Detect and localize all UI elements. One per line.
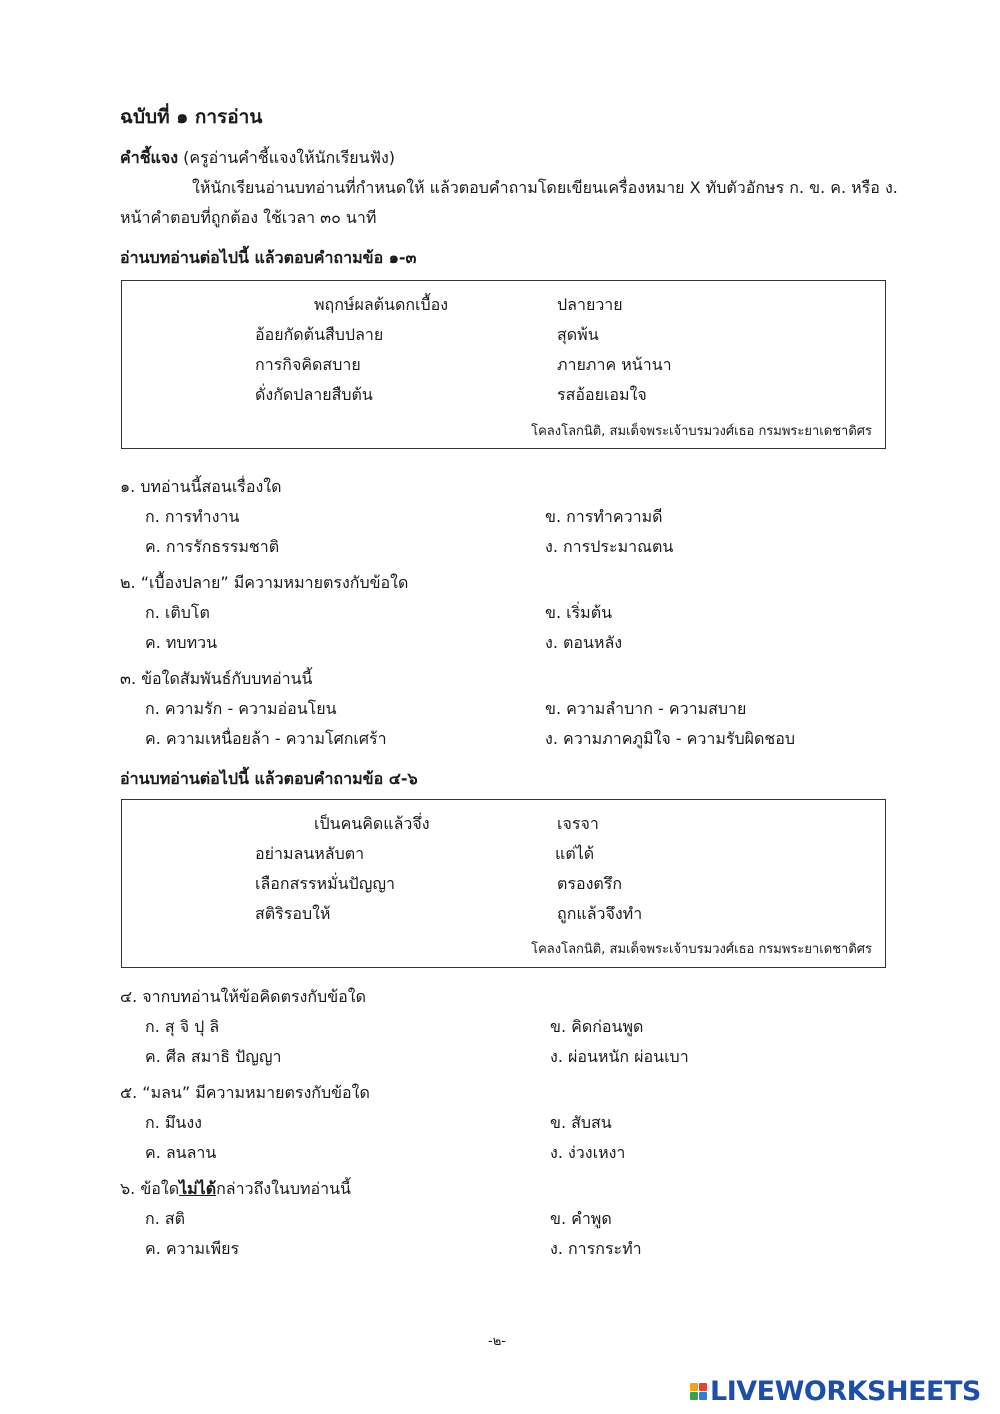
- poem1-line2-left: อ้อยกัดต้นสืบปลาย: [255, 325, 384, 344]
- poem2-source: โคลงโลกนิติ, สมเด็จพระเจ้าบรมวงศ์เธอ กรมพระยาเดชาดิศร: [531, 942, 872, 957]
- q1-option-ngo[interactable]: ง. การประมาณตน: [545, 537, 674, 556]
- poem2-line4-left: สติริรอบให้: [255, 904, 331, 923]
- question-5: ๕. “มลน” มีความหมายตรงกับข้อใด: [120, 1083, 370, 1102]
- q4-option-ka[interactable]: ก. สุ จิ ปุ ลิ: [145, 1017, 220, 1036]
- q5-option-kho-khwai[interactable]: ค. ลนลาน: [145, 1143, 217, 1162]
- poem2-line3-right: ตรองตรึก: [557, 874, 623, 893]
- poem1-line3-left: การกิจคิดสบาย: [255, 355, 361, 374]
- question-6-emphasis: ไม่ได้: [179, 1179, 217, 1198]
- poem2-line1-right: เจรจา: [557, 814, 599, 833]
- question-4: ๔. จากบทอ่านให้ข้อคิดตรงกับข้อใด: [120, 987, 366, 1006]
- q3-option-ka[interactable]: ก. ความรัก - ความอ่อนโยน: [145, 699, 337, 718]
- q4-option-kho[interactable]: ข. คิดก่อนพูด: [550, 1017, 644, 1036]
- instruction-line-2: หน้าคำตอบที่ถูกต้อง ใช้เวลา ๓๐ นาที: [120, 208, 377, 227]
- question-6-pre: ๖. ข้อใด: [120, 1179, 180, 1198]
- q2-option-ka[interactable]: ก. เติบโต: [145, 603, 210, 622]
- liveworksheets-logo: [690, 1374, 981, 1408]
- question-1: ๑. บทอ่านนี้สอนเรื่องใด: [120, 477, 282, 496]
- instruction-label: คำชี้แจง: [120, 148, 179, 167]
- q1-option-kho-khwai[interactable]: ค. การรักธรรมชาติ: [145, 537, 280, 556]
- poem1-line3-right: ภายภาค หน้านา: [557, 355, 672, 374]
- q5-option-ka[interactable]: ก. มึนงง: [145, 1113, 202, 1132]
- instruction: [120, 146, 395, 171]
- section-heading-1: อ่านบทอ่านต่อไปนี้ แล้วตอบคำถามข้อ ๑-๓: [120, 248, 417, 267]
- liveworksheets-logo-icon: [690, 1383, 707, 1400]
- question-2: ๒. “เบื้องปลาย” มีความหมายตรงกับข้อใด: [120, 573, 409, 592]
- q4-option-kho-khwai[interactable]: ค. ศีล สมาธิ ปัญญา: [145, 1047, 282, 1066]
- poem2-line1-left: เป็นคนคิดแล้วจึ่ง: [314, 814, 430, 833]
- poem2-line4-right: ถูกแล้วจึงทำ: [557, 904, 643, 923]
- q4-option-ngo[interactable]: ง. ผ่อนหนัก ผ่อนเบา: [550, 1047, 689, 1066]
- q3-option-ngo[interactable]: ง. ความภาคภูมิใจ - ความรับผิดชอบ: [545, 729, 796, 748]
- poem1-line1-right: ปลายวาย: [557, 295, 623, 314]
- q2-option-kho[interactable]: ข. เริ่มต้น: [545, 603, 613, 622]
- liveworksheets-brand: LIVEWORKSHEETS: [710, 1375, 981, 1407]
- q5-option-ngo[interactable]: ง. ง่วงเหงา: [550, 1143, 626, 1162]
- poem2-line3-left: เลือกสรรหมั่นปัญญา: [255, 874, 395, 893]
- page-title: ฉบับที่ ๑ การอ่าน: [120, 106, 263, 128]
- q2-option-ngo[interactable]: ง. ตอนหลัง: [545, 633, 623, 652]
- q1-option-ka[interactable]: ก. การทำงาน: [145, 507, 240, 526]
- instruction-note: (ครูอ่านคำชี้แจงให้นักเรียนฟัง): [183, 148, 395, 167]
- question-6-post: กล่าวถึงในบทอ่านนี้: [216, 1179, 351, 1198]
- q6-option-kho-khwai[interactable]: ค. ความเพียร: [145, 1239, 240, 1258]
- q1-option-kho[interactable]: ข. การทำความดี: [545, 507, 663, 526]
- section-heading-2: อ่านบทอ่านต่อไปนี้ แล้วตอบคำถามข้อ ๔-๖: [120, 769, 418, 788]
- page-number: -๒-: [488, 1334, 506, 1349]
- poem1-line4-left: ดั่งกัดปลายสืบต้น: [255, 385, 373, 404]
- q6-option-ka[interactable]: ก. สติ: [145, 1209, 186, 1228]
- q2-option-kho-khwai[interactable]: ค. ทบทวน: [145, 633, 218, 652]
- poem1-source: โคลงโลกนิติ, สมเด็จพระเจ้าบรมวงศ์เธอ กรมพระยาเดชาดิศร: [531, 424, 872, 439]
- poem2-line2-left: อย่ามลนหลับตา: [255, 844, 365, 863]
- q6-option-kho[interactable]: ข. คำพูด: [550, 1209, 612, 1228]
- instruction-line-1: ให้นักเรียนอ่านบทอ่านที่กำหนดให้ แล้วตอบคำถามโดยเขียนเครื่องหมาย X ทับตัวอักษร ก. ข. ค. หรือ ง.: [192, 178, 898, 197]
- q5-option-kho[interactable]: ข. สับสน: [550, 1113, 612, 1132]
- poem1-line4-right: รสอ้อยเอมใจ: [557, 385, 647, 404]
- q6-option-ngo[interactable]: ง. การกระทำ: [550, 1239, 642, 1258]
- poem1-line2-right: สุดพ้น: [557, 325, 599, 344]
- poem2-line2-right: แต่ได้: [555, 844, 595, 863]
- poem1-line1-left: พฤกษ์ผลต้นดกเบื้อง: [314, 295, 449, 314]
- q3-option-kho[interactable]: ข. ความลำบาก - ความสบาย: [545, 699, 747, 718]
- question-3: ๓. ข้อใดสัมพันธ์กับบทอ่านนี้: [120, 669, 313, 688]
- question-6: [120, 1177, 351, 1202]
- q3-option-kho-khwai[interactable]: ค. ความเหนื่อยล้า - ความโศกเศร้า: [145, 729, 387, 748]
